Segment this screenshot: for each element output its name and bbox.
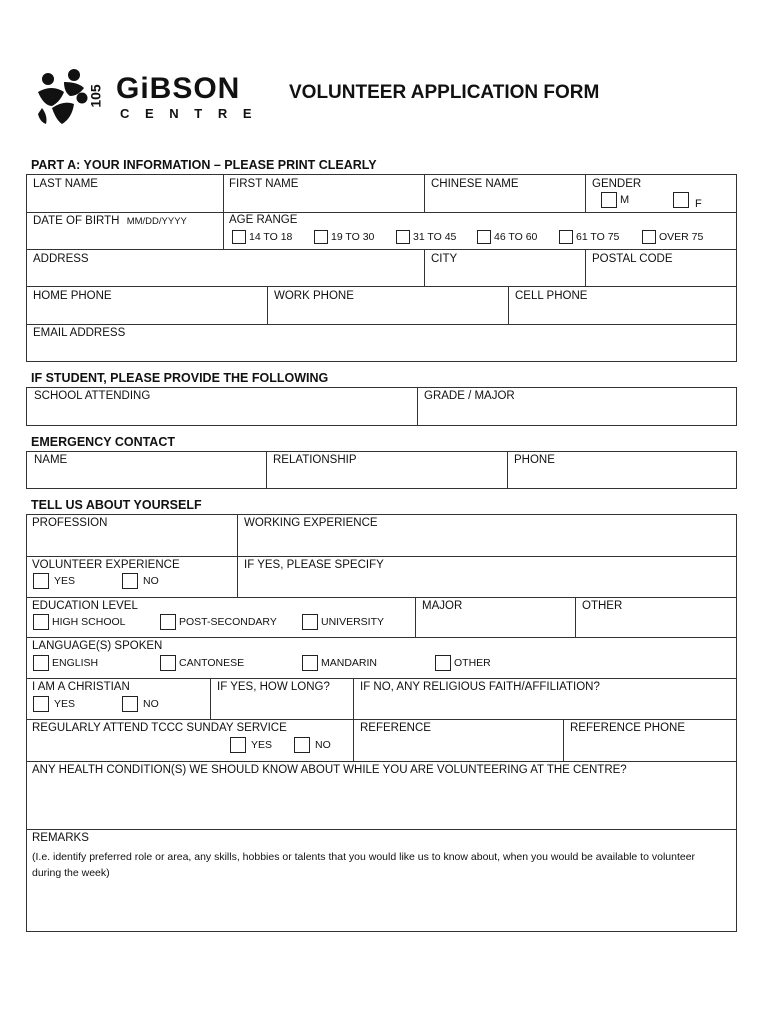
logo-name: GiBSON <box>116 72 241 105</box>
age-option-3[interactable]: 31 TO 45 <box>396 230 456 244</box>
city-label: CITY <box>431 253 458 265</box>
home-phone-label: HOME PHONE <box>33 290 112 302</box>
sunday-yes-option[interactable]: YES <box>230 737 272 753</box>
emergency-table <box>26 451 737 489</box>
christian-no-option[interactable]: NO <box>122 696 159 712</box>
working-experience-label: WORKING EXPERIENCE <box>244 517 378 529</box>
gender-m-option[interactable]: M <box>601 192 629 208</box>
dob-label: DATE OF BIRTH MM/DD/YYYY <box>33 215 187 227</box>
sunday-service-label: REGULARLY ATTEND TCCC SUNDAY SERVICE <box>32 722 287 734</box>
logo-subtitle: C E N T R E <box>120 106 258 121</box>
vol-exp-no-option[interactable]: NO <box>122 573 159 589</box>
education-level-label: EDUCATION LEVEL <box>32 600 138 612</box>
student-heading: IF STUDENT, PLEASE PROVIDE THE FOLLOWING <box>31 371 329 385</box>
health-condition-label: ANY HEALTH CONDITION(S) WE SHOULD KNOW ABOUT WHILE YOU ARE VOLUNTEERING AT THE CENTRE? <box>32 764 627 776</box>
address-label: ADDRESS <box>33 253 89 265</box>
age-option-5[interactable]: 61 TO 75 <box>559 230 619 244</box>
emergency-phone-label: PHONE <box>514 454 555 466</box>
logo-number: 105 <box>87 84 104 108</box>
yourself-heading: TELL US ABOUT YOURSELF <box>31 498 202 512</box>
school-label: SCHOOL ATTENDING <box>34 390 151 402</box>
dob-format: MM/DD/YYYY <box>126 216 187 227</box>
other-label: OTHER <box>582 600 623 612</box>
gibson-centre-logo <box>34 66 258 128</box>
work-phone-label: WORK PHONE <box>274 290 354 302</box>
relationship-label: RELATIONSHIP <box>273 454 357 466</box>
emergency-heading: EMERGENCY CONTACT <box>31 435 175 449</box>
remarks-note: (I.e. identify preferred role or area, any skills, hobbies or talents that you would like us to know about, when you would be available to volunteer during the week) <box>32 851 696 879</box>
lang-option-other[interactable]: OTHER <box>435 655 491 671</box>
gender-f-option[interactable]: F <box>673 192 702 208</box>
part-a-table <box>26 174 737 362</box>
chinese-name-label: CHINESE NAME <box>431 178 519 190</box>
profession-label: PROFESSION <box>32 517 108 529</box>
reference-label: REFERENCE <box>360 722 431 734</box>
christian-yes-option[interactable]: YES <box>33 696 75 712</box>
edu-option-post-secondary[interactable]: POST-SECONDARY <box>160 614 277 630</box>
age-option-4[interactable]: 46 TO 60 <box>477 230 537 244</box>
please-specify-label: IF YES, PLEASE SPECIFY <box>244 559 384 571</box>
cell-phone-label: CELL PHONE <box>515 290 588 302</box>
email-label: EMAIL ADDRESS <box>33 327 126 339</box>
gender-m-checkbox[interactable] <box>601 192 617 208</box>
lang-option-mandarin[interactable]: MANDARIN <box>302 655 377 671</box>
age-option-1[interactable]: 14 TO 18 <box>232 230 292 244</box>
how-long-label: IF YES, HOW LONG? <box>217 681 330 693</box>
last-name-label: LAST NAME <box>33 178 98 190</box>
reference-phone-label: REFERENCE PHONE <box>570 722 686 734</box>
vol-exp-yes-option[interactable]: YES <box>33 573 75 589</box>
age-option-2[interactable]: 19 TO 30 <box>314 230 374 244</box>
age-range-label: AGE RANGE <box>229 214 298 226</box>
languages-label: LANGUAGE(S) SPOKEN <box>32 640 163 652</box>
age-option-6[interactable]: OVER 75 <box>642 230 703 244</box>
emergency-name-label: NAME <box>34 454 68 466</box>
postal-code-label: POSTAL CODE <box>592 253 673 265</box>
gender-label: GENDER <box>592 178 642 190</box>
lang-option-english[interactable]: ENGLISH <box>33 655 98 671</box>
sunday-no-option[interactable]: NO <box>294 737 331 753</box>
part-a-heading: PART A: YOUR INFORMATION – PLEASE PRINT CLEARLY <box>31 158 377 172</box>
edu-option-university[interactable]: UNIVERSITY <box>302 614 384 630</box>
major-label: MAJOR <box>422 600 463 612</box>
volunteer-experience-label: VOLUNTEER EXPERIENCE <box>32 559 180 571</box>
remarks-label: REMARKS <box>32 832 89 844</box>
religious-faith-label: IF NO, ANY RELIGIOUS FAITH/AFFILIATION? <box>360 681 600 693</box>
grade-major-label: GRADE / MAJOR <box>424 390 515 402</box>
edu-option-high-school[interactable]: HIGH SCHOOL <box>33 614 126 630</box>
gender-f-checkbox[interactable] <box>673 192 689 208</box>
first-name-label: FIRST NAME <box>229 178 299 190</box>
christian-label: I AM A CHRISTIAN <box>32 681 130 693</box>
lang-option-cantonese[interactable]: CANTONESE <box>160 655 244 671</box>
form-title: VOLUNTEER APPLICATION FORM <box>289 82 600 103</box>
